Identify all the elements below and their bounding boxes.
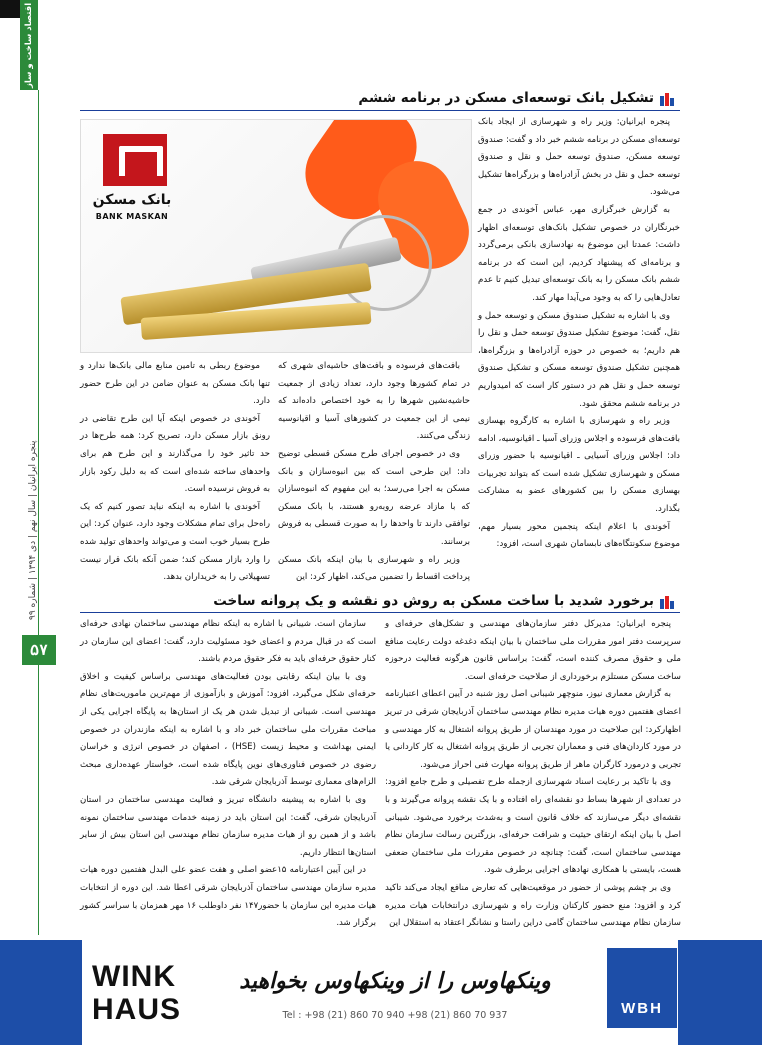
- paragraph: پنجره ایرانیان: مدیرکل دفتر سازمان‌های مهندسی و تشکل‌های حرفه‌ای و سرپرست دفتر امور مقررات ملی ساختمان با بیان اینکه دغدغه دولت رعایت منافع ملی و حقوق مصرف کننده است، گفت: براساس قانون هرگونه فعالیت درحوزه ساخت مسکن مستلزم برخورداری از صلاحیت حرفه‌ای است.: [385, 619, 681, 682]
- section-tab-label: اقتصاد ساخت و ساز: [24, 2, 34, 88]
- wbh-logo: WBH: [621, 1000, 663, 1017]
- bar-chart-icon: [659, 593, 674, 609]
- article-1-column-right: [478, 114, 680, 554]
- bank-maskan-logo: [103, 134, 167, 186]
- logo-text-en: BANK MASKAN: [95, 212, 169, 221]
- margin-rule-lower: [38, 665, 39, 935]
- headline-rule: [80, 110, 680, 111]
- bank-maskan-keys-photo: [80, 119, 472, 353]
- issue-spine-text: پنجره ایرانیان | سال نهم | دی ۱۳۹۴ | شماره ۹۹: [28, 440, 38, 620]
- logo-text-fa: بانک مسکن: [92, 192, 172, 208]
- paragraph: آخوندی با اعلام اینکه پنجمین محور بسیار مهم، موضوع سکونتگاه‌های نابسامان شهری است، افزود:: [478, 521, 680, 550]
- paragraph: وی با اشاره به پیشینه دانشگاه تبریز و فعالیت مهندسی ساختمان در استان آذربایجان شرقی، گفت: این استان باید در زمینه خدمات مهندسی ساختمان نمونه باشد و از همین رو از هیات مدیره سازمان نظام مهندسی این استان بیش از سایر استان‌ها انتظار داریم.: [80, 794, 376, 858]
- page-number: ۵۷: [22, 635, 56, 665]
- article-2-headline-text: برخورد شدید با ساخت مسکن به روش دو نقشه و یک پروانه ساخت: [213, 593, 654, 609]
- paragraph: موضوع ربطی به تامین منابع مالی بانک‌ها ندارد و تنها بانک مسکن به عنوان ضامن در این طرح حضور دارد.: [80, 361, 270, 407]
- paragraph: آخوندی در خصوص اینکه آیا این طرح تقاضی در رونق بازار مسکن دارد، تصریح کرد: همه طرح‌ها در حد تاثیر خود را می‌گذارند و این طرح هم برای واحدهای ساخته شده‌ای است که به دلیل رکود بازار به فروش نرسیده است.: [80, 413, 270, 495]
- ad-phone-numbers: Tel : +98 (21) 860 70 940 +98 (21) 860 70 937: [282, 1010, 508, 1021]
- article-2-column-left: [80, 616, 376, 933]
- article-2-column-right: [385, 616, 681, 933]
- paragraph: وی با تاکید بر رعایت اسناد شهرسازی ازجمله طرح تفصیلی و طرح جامع افزود: در تعدادی از شهرها بساط دو نقشه‌ای راه افتاده و با یک نقشه پروانه می‌گیرند و با نقشه‌ای دیگر می‌سازند که خلاف قانون است و به‌شدت برخورد می‌شود. شیبانی اصل با بیان اینکه ارتقای حیثیت و شرافت حرفه‌ای، بزرگترین رسالت سازمان نظام مهندسی ساختمان است، گفت: چنانچه در خصوص مقررات ملی ساختمان ضعفی هست، بایستی با همکاری نهادهای اجرایی برطرف شود.: [385, 777, 681, 876]
- paragraph: وی بر چشم پوشی از حضور در موقعیت‌هایی که تعارض منافع ایجاد می‌کند تاکید کرد و افزود: منع حضور کارکنان وزارت راه و شهرسازی درانتخابات هیات مدیره سازمان نظام مهندسی ساختمان گامی دراین راستا و نشانگر اعتقاد به استقلال این: [385, 882, 681, 929]
- paragraph: وی با اشاره به تشکیل صندوق مسکن و توسعه حمل و نقل، گفت: موضوع تشکیل صندوق توسعه حمل و نقل را هم داریم؛ به خصوص در حوزه آزادراه‌ها و بزرگراه‌ها، همچنین تشکیل صندوق توسعه مسکن و تشکیل صندوق توسعه حمل و نقل هم در دستور کار است که امیدواریم در برنامه ششم محقق شود.: [478, 310, 680, 409]
- article-1-headline-text: تشکیل بانک توسعه‌ای مسکن در برنامه ششم: [358, 90, 654, 106]
- bar-chart-icon: [659, 90, 674, 106]
- article-1-headline: [358, 90, 674, 106]
- paragraph: به گزارش خبرگزاری مهر، عباس آخوندی در جمع خبرنگاران در خصوص تشکیل بانک‌های توسعه‌ای اظهار داشت: عمدتا این موضوع به نهادسازی بانکی برمی‌گردد و برنامه‌ای که پیشنهاد کردیم، این است که در برنامه ششم بانک مسکن را به بانک توسعه‌ای تبدیل کنیم تا عدم تعادل‌هایی را که به وجود می‌آیدا مهار کند.: [478, 204, 680, 303]
- winkhaus-logo: WINK HAUS: [92, 960, 182, 1026]
- paragraph: پنجره ایرانیان: وزیر راه و شهرسازی از ایجاد بانک توسعه‌ای مسکن در برنامه ششم خبر داد و گفت: صندوق توسعه مسکن، صندوق توسعه حمل و نقل و صندوق توسعه حمل و نقل در بخش آزادراه‌ها و بزرگراه‌ها تشکیل می‌شود.: [478, 117, 680, 198]
- paragraph: وزیر راه و شهرسازی با اشاره به کارگروه بهسازی بافت‌های فرسوده و اجلاس وزرای آسیا ـ اقیانوسیه، ادامه داد: اجلاس وزرای آسیایی ـ اقیانوسیه با حضور وزرای مسکن و شهرسازی تشکیل شده است که بتواند تجربیات بهسازی مسکن را بین کشورهای عضو به مشارکت بگذارد.: [478, 416, 680, 515]
- article-2-headline: [213, 593, 674, 609]
- article-1-column-middle: [278, 358, 470, 587]
- article-1-column-left: [80, 358, 270, 587]
- house-icon: [119, 146, 163, 176]
- paragraph: در این آیین اعتبارنامه ۱۵عضو اصلی و هفت عضو علی البدل هفتمین دوره هیات مدیره سازمان مهندسی ساختمان آذربایجان شرقی اعطا شد. این دوره از انتخابات هیات مدیره این سازمان با حضور۱۴۷ نفر داوطلب ۱۶ مهر همزمان با سراسر کشور برگزار شد.: [80, 865, 377, 929]
- paragraph: وزیر راه و شهرسازی با بیان اینکه بانک مسکن پرداخت اقساط را تضمین می‌کند، اظهار کرد: این: [278, 554, 470, 583]
- paragraph: وی در خصوص اجرای طرح مسکن قسطی توضیح داد: این طرحی است که بین انبوه‌سازان و بانک مسکن به اجرا می‌رسد؛ به این مفهوم که انبوه‌سازان که با مازاد عرضه روبه‌رو هستند، با بانک مسکن توافقی دارند تا واحدها را به صورت قسطی به فروش برسانند.: [278, 448, 470, 547]
- paragraph: سازمان است. شیبانی با اشاره به اینکه نظام مهندسی ساختمان نهادی حرفه‌ای است که در قبال مردم و اعضای خود مسئولیت دارد، گفت: اعضای این سازمان در کنار حقوق حرفه‌ای باید به فکر حقوق مردم باشند.: [80, 619, 376, 665]
- paragraph: وی با بیان اینکه رقابتی بودن فعالیت‌های مهندسی براساس کیفیت و اخلاق حرفه‌ای شکل می‌گیرد، افزود: آموزش و بازآموزی از مهم‌ترین ماموریت‌های نظام مهندسی است. شیبانی از تبدیل شدن هر یک از استان‌ها به پایگاه اجرایی یکی از مباحث مقررات ملی ساختمان خبر داد و با اشاره به اینکه مازندران در خصوص ایمنی بهداشت و محیط زیست (HSE) ، اصفهان در خصوص انرژی و خراسان رضوی در خصوص فناوری‌های نوین پایگاه شده است، خواستار عهده‌داری مبحث الزام‌های معماری توسط آذربایجان شرقی شد.: [80, 671, 376, 788]
- paragraph: آخوندی با اشاره به اینکه نباید تصور کنیم که یک راه‌حل برای تمام مشکلات وجود دارد، عنوان کرد: این طرح بسیار خوب است و می‌تواند واحدهای تولید شده را وارد بازار مسکن کند؛ ضمن آنکه بانک قرار نیست تسهیلاتی را به خریداران بدهد.: [80, 501, 270, 583]
- headline-rule: [80, 612, 680, 613]
- paragraph: به گزارش معماری نیوز، منوچهر شیبانی اصل روز شنبه در آیین اعطای اعتبارنامه اعضای هفتمین دوره هیات مدیره نظام مهندسی ساختمان آذربایجان شرقی در تبریز اظهارکرد: این صلاحیت در مورد مهندسان از طریق پروانه اشتغال به کار مهندسی و در مورد کاردان‌های فنی و معماران تجربی از طریق پروانه اشتغال به کار کاردانی یا تجربی و درمورد کارگران ماهر از طریق پروانه مهارت فنی احراز می‌شود.: [385, 689, 681, 770]
- paragraph: بافت‌های فرسوده و بافت‌های حاشیه‌ای شهری که در تمام کشورها وجود دارد، تعداد زیادی از جمعیت حاشیه‌نشین شهرها را به خود اختصاص داده‌اند که نیمی از این جمعیت در کشورهای آسیا و اقیانوسیه زندگی می‌کنند.: [278, 361, 470, 442]
- ad-slogan: وینکهاوس را از وینکهاوس بخواهید: [239, 968, 551, 994]
